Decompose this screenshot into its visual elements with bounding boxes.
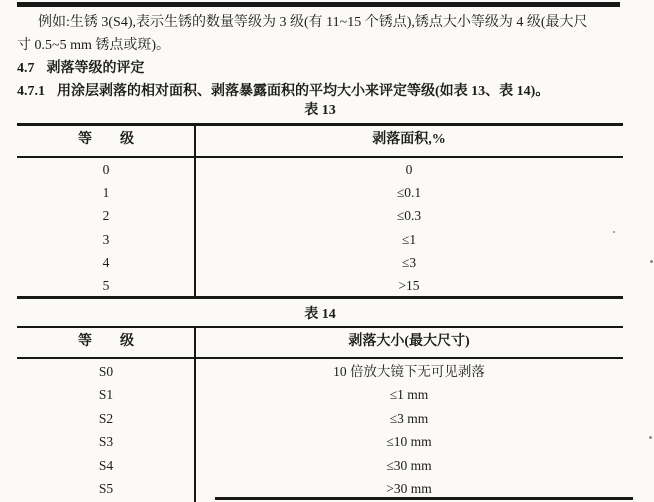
- scan-speck: [613, 231, 615, 233]
- table13-col2-header: 剥落面积,%: [372, 132, 446, 147]
- table14-header-divider: [17, 357, 623, 359]
- scan-speck: [650, 260, 653, 263]
- table14-caption: 表 14: [304, 307, 336, 322]
- table13-row4-value: ≤3: [401, 255, 417, 270]
- clause-4-7-1-number: 4.7.1: [17, 84, 45, 99]
- table14-row0-value: 10 倍放大镜下无可见剥落: [333, 364, 485, 379]
- table13-top-border: [17, 123, 623, 126]
- table14-row5-value: >30 mm: [386, 481, 432, 496]
- table13-row5-value: >15: [398, 278, 420, 293]
- table13-row3-value: ≤1: [401, 232, 417, 247]
- table14-row4-grade: S4: [98, 458, 114, 473]
- table13-row3-grade: 3: [102, 232, 110, 247]
- table13-row1-value: ≤0.1: [396, 185, 422, 200]
- table14-row5-grade: S5: [98, 481, 114, 496]
- table14-row2-value: ≤3 mm: [389, 411, 429, 426]
- table13-row4-grade: 4: [102, 255, 110, 270]
- table14-row0-grade: S0: [98, 364, 114, 379]
- table14-row1-value: ≤1 mm: [389, 387, 429, 402]
- example-paragraph-line-2: 寸 0.5~5 mm 锈点或斑)。: [17, 38, 171, 53]
- table14-col2-header: 剥落大小(最大尺寸): [348, 334, 470, 349]
- scan-artifact-top-bar: [17, 2, 620, 7]
- table14-row1-grade: S1: [98, 387, 114, 402]
- clause-4-7-number: 4.7: [17, 61, 35, 76]
- example-paragraph-line-1: 例如:生锈 3(S4),表示生锈的数量等级为 3 级(有 11~15 个锈点),锈点大小等级为 4 级(最大尺: [38, 15, 588, 30]
- clause-4-7-title: 剥落等级的评定: [46, 61, 145, 76]
- table13-row2-value: ≤0.3: [396, 208, 422, 223]
- table13-col1-header: 等 级: [78, 132, 134, 147]
- table14-row4-value: ≤30 mm: [386, 458, 432, 473]
- table13-row0-grade: 0: [102, 162, 110, 177]
- table13-caption: 表 13: [304, 103, 336, 118]
- scan-speck: [649, 436, 652, 439]
- table13-row0-value: 0: [405, 162, 413, 177]
- table13-row2-grade: 2: [102, 208, 110, 223]
- clause-4-7-1-text: [17, 81, 549, 102]
- clause-4-7-heading: [17, 58, 145, 79]
- table14-top-border: [17, 326, 623, 328]
- table14-row2-grade: S2: [98, 411, 114, 426]
- table14-row3-value: ≤10 mm: [386, 434, 432, 449]
- table14-col1-header: 等 级: [78, 334, 134, 349]
- table14-row3-grade: S3: [98, 434, 114, 449]
- table13-bottom-border: [17, 296, 623, 299]
- clause-4-7-1-body: 用涂层剥落的相对面积、剥落暴露面积的平均大小来评定等级(如表 13、表 14)。: [57, 84, 550, 99]
- table13-row5-grade: 5: [102, 278, 110, 293]
- table14-bottom-border: [215, 497, 633, 500]
- table13-row1-grade: 1: [102, 185, 110, 200]
